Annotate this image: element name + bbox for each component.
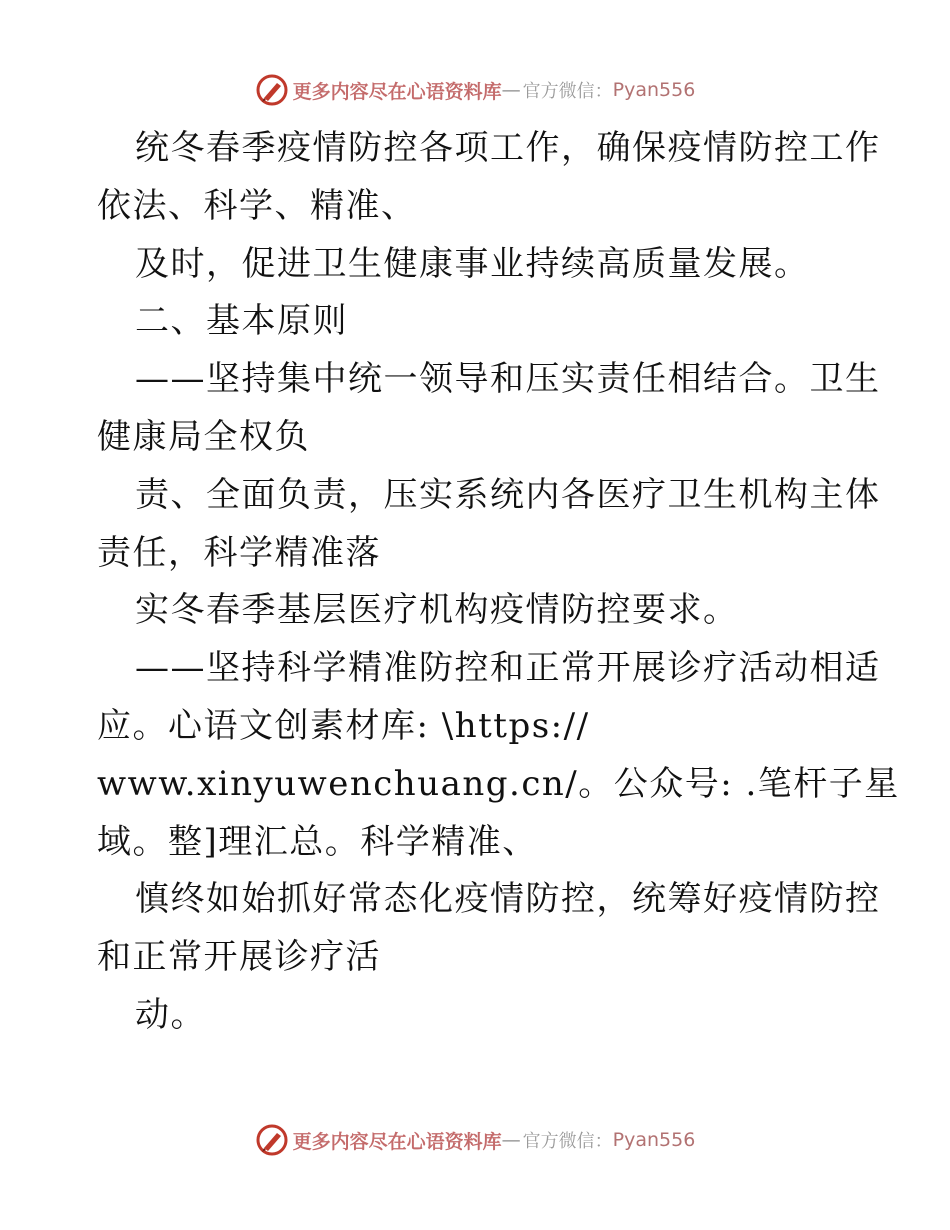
text-line: 依法、科学、精准、: [97, 185, 417, 226]
header-watermark: [0, 70, 950, 110]
watermark-separator: —: [501, 79, 521, 101]
watermark-wechat-label: 官方微信：: [522, 1131, 613, 1152]
document-body: [97, 120, 900, 1045]
watermark-wechat-id: Pyan556: [612, 79, 696, 101]
text-line: 应。心语文创素材库: \https://: [97, 705, 590, 746]
text-line: 实冬春季基层医疗机构疫情防控要求。: [135, 590, 739, 631]
watermark-wechat-label: 官方微信：: [522, 81, 613, 102]
text-line: ——坚持科学精准防控和正常开展诊疗活动相适: [135, 648, 881, 689]
text-line: 责任，科学精准落: [97, 532, 381, 573]
watermark-site-text: 更多内容尽在心语资料库: [292, 1130, 502, 1153]
text-line: 动。: [135, 994, 206, 1035]
pen-logo-icon: [255, 1123, 289, 1157]
footer-watermark: [0, 1120, 950, 1160]
text-line: www.xinyuwenchuang.cn/。公众号: .笔杆子星: [97, 763, 900, 804]
pen-logo-icon: [255, 73, 289, 107]
text-line: ——坚持集中统一领导和压实责任相结合。卫生: [135, 359, 881, 400]
section-heading: 二、基本原则: [135, 301, 348, 342]
text-line: 域。整]理汇总。科学精准、: [97, 821, 538, 862]
text-line: 统冬春季疫情防控各项工作，确保疫情防控工作: [135, 128, 881, 168]
text-line: 慎终如始抓好常态化疫情防控，统筹好疫情防控: [135, 879, 881, 920]
watermark-separator: —: [501, 1129, 521, 1151]
text-line: 责、全面负责，压实系统内各医疗卫生机构主体: [135, 474, 881, 515]
text-line: 健康局全权负: [97, 416, 310, 457]
watermark-wechat-id: Pyan556: [612, 1129, 696, 1151]
text-line: 及时，促进卫生健康事业持续高质量发展。: [135, 243, 810, 284]
text-line: 和正常开展诊疗活: [97, 937, 381, 978]
watermark-site-text: 更多内容尽在心语资料库: [292, 80, 502, 103]
